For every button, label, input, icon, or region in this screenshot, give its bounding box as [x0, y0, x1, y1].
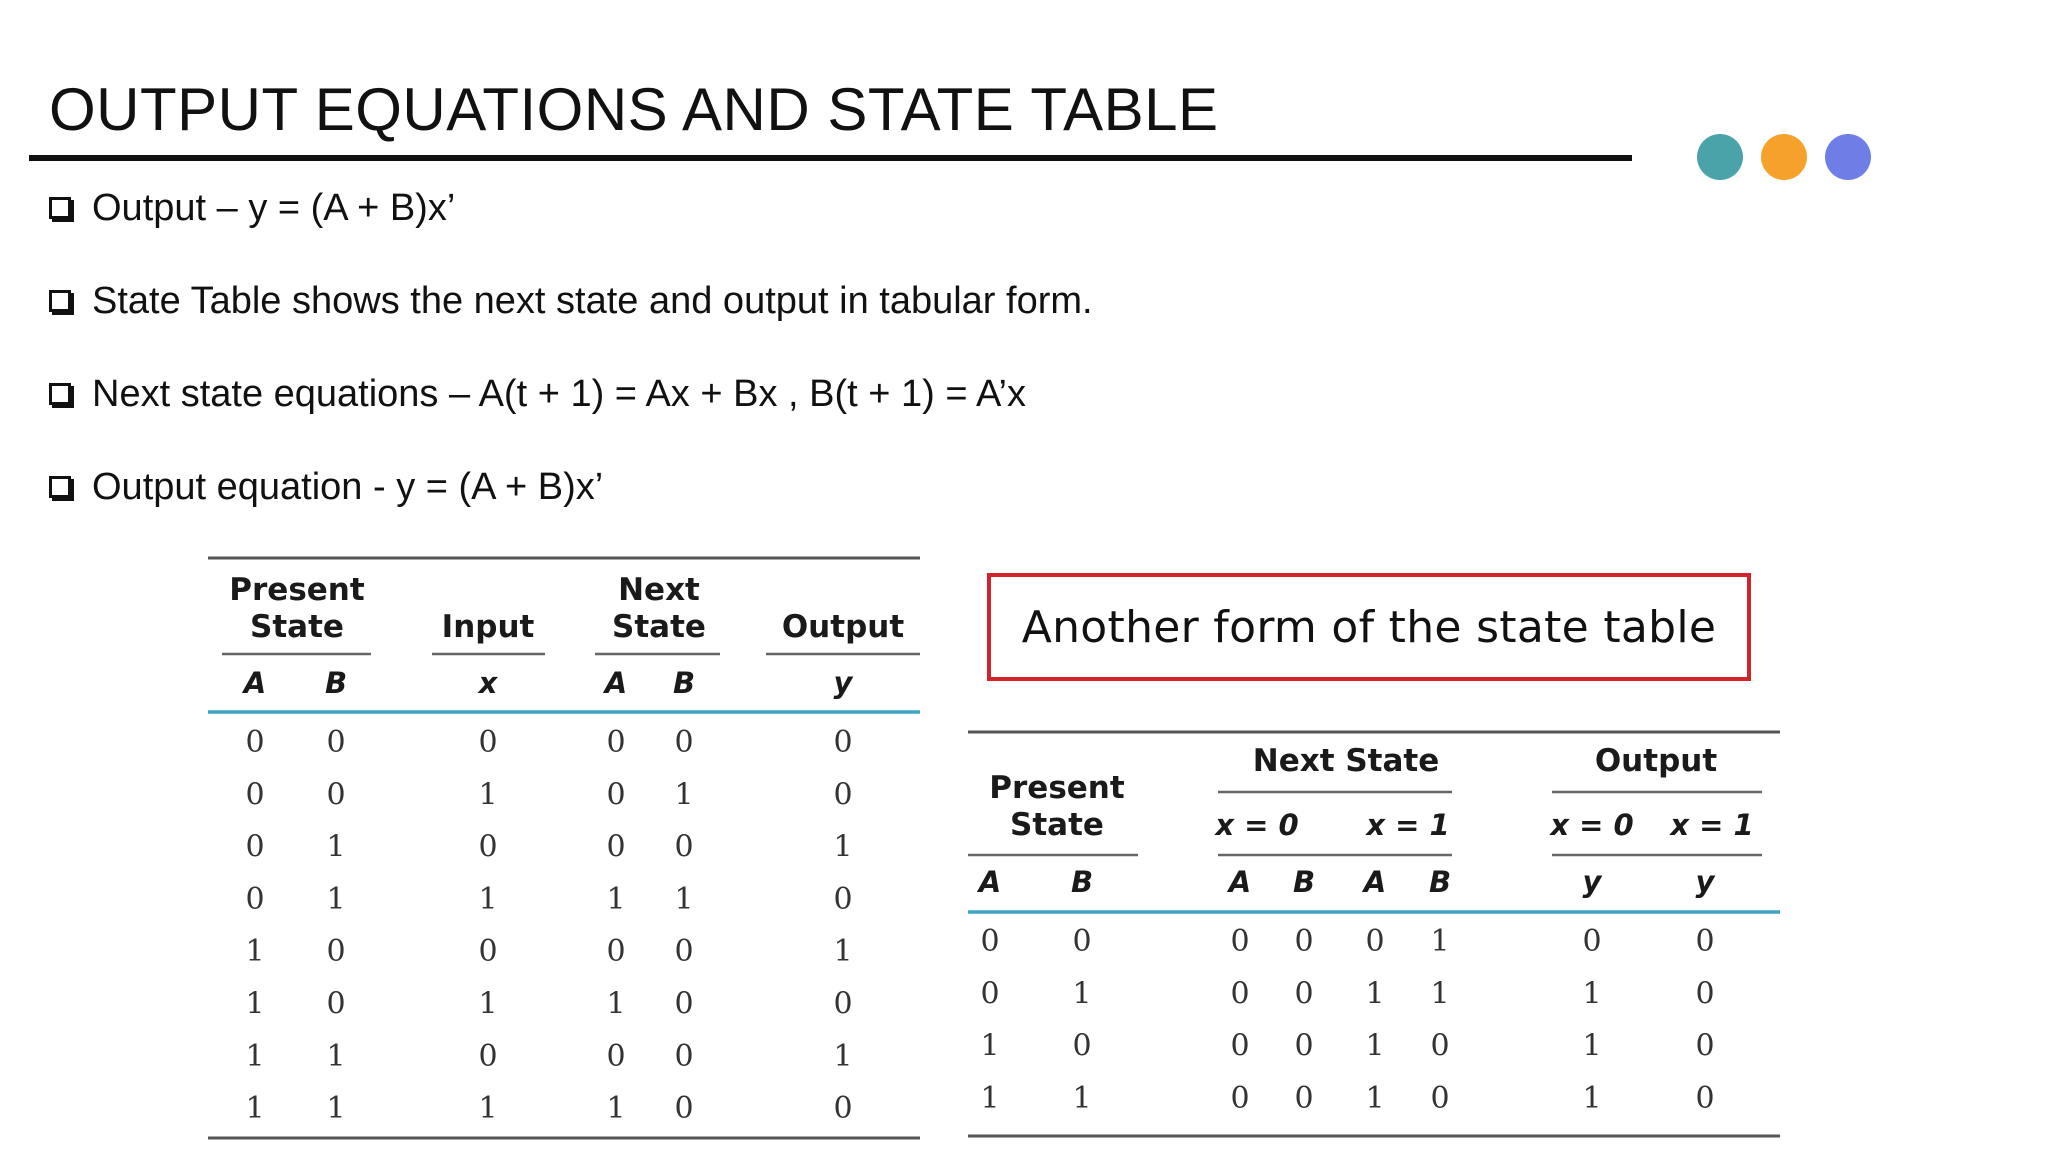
table-cell: 0 [606, 934, 626, 970]
table-cell: 0 [1230, 1028, 1250, 1064]
column-subheader: B [1428, 865, 1452, 899]
column-subheader: y [1582, 865, 1602, 899]
table-cell: 1 [326, 881, 346, 917]
orange-dot [1761, 134, 1807, 180]
table-cell: 0 [1695, 1028, 1715, 1064]
table-cell: 0 [1230, 976, 1250, 1012]
accent-dots [1697, 134, 1871, 180]
column-subheader: B [672, 666, 696, 700]
alt-next-state-header: Next State [1252, 743, 1440, 779]
table-cell: 0 [1430, 1028, 1450, 1064]
bullet-item [49, 277, 1093, 325]
callout-text: Another form of the state table [1021, 601, 1717, 653]
table-cell: 0 [1695, 1080, 1715, 1116]
table-cell: 1 [1582, 1080, 1602, 1116]
bullet-item [49, 184, 455, 232]
checkbox-bullet-icon [49, 383, 71, 405]
table-cell: 1 [245, 934, 265, 970]
table-cell: 1 [1365, 1028, 1385, 1064]
table-cell: 1 [1582, 976, 1602, 1012]
table-cell: 0 [674, 1091, 694, 1127]
column-subheader: A [1363, 865, 1387, 899]
next-state-header: Next [618, 572, 700, 608]
table-cell: 0 [1365, 924, 1385, 959]
table-cell: 0 [245, 881, 265, 917]
table-cell: 0 [606, 725, 626, 760]
table-cell: 0 [1294, 1028, 1314, 1064]
checkbox-bullet-icon [49, 476, 71, 498]
bullet-text: Output equation - y = (A + B)x’ [92, 466, 604, 508]
column-subheader: B [1292, 865, 1316, 899]
table-cell: 0 [1230, 924, 1250, 959]
table-cell: 0 [245, 829, 265, 865]
column-subheader: B [324, 666, 348, 700]
table-cell: 0 [674, 1038, 694, 1074]
table-cell: 1 [1430, 976, 1450, 1012]
table-cell: 0 [606, 1038, 626, 1074]
table-cell: 1 [674, 777, 694, 813]
checkbox-bullet-icon [49, 197, 71, 219]
checkbox-bullet-icon [49, 290, 71, 312]
table-cell: 1 [1072, 1080, 1092, 1116]
table-cell: 1 [833, 1038, 853, 1074]
table-cell: 0 [674, 934, 694, 970]
table-cell: 0 [833, 881, 853, 917]
table-cell: 1 [606, 881, 626, 917]
alt-present-state-header: Present [989, 770, 1125, 806]
table-cell: 0 [326, 934, 346, 970]
table-cell: 0 [1582, 924, 1602, 959]
table-cell: 0 [1294, 976, 1314, 1012]
table-cell: 1 [1582, 1028, 1602, 1064]
purple-dot [1825, 134, 1871, 180]
table-cell: 0 [674, 829, 694, 865]
table-cell: 0 [833, 725, 853, 760]
table-cell: 1 [833, 934, 853, 970]
state-table [200, 550, 930, 1150]
column-subheader: A [243, 666, 267, 700]
table-cell: 0 [1230, 1080, 1250, 1116]
column-subheader: A [604, 666, 628, 700]
alt-out-x0-header: x = 0 [1550, 808, 1634, 842]
table-cell: 1 [980, 1028, 1000, 1064]
alt-present-state-header: State [1010, 807, 1104, 843]
table-cell: 1 [478, 881, 498, 917]
table-cell: 1 [1365, 1080, 1385, 1116]
callout-box [987, 573, 1751, 681]
table-cell: 0 [980, 924, 1000, 959]
table-cell: 0 [1072, 1028, 1092, 1064]
teal-dot [1697, 134, 1743, 180]
bullet-item [49, 463, 603, 511]
alt-output-header: Output [1594, 743, 1718, 779]
present-state-header: State [250, 609, 344, 645]
column-subheader: y [1695, 865, 1715, 899]
table-cell: 1 [833, 829, 853, 865]
table-cell: 1 [1365, 976, 1385, 1012]
column-subheader: B [1070, 865, 1094, 899]
bullet-item [49, 370, 1026, 418]
table-cell: 0 [1695, 976, 1715, 1012]
table-cell: 1 [1072, 976, 1092, 1012]
table-cell: 0 [833, 777, 853, 813]
table-cell: 0 [1695, 924, 1715, 959]
table-cell: 0 [478, 1038, 498, 1074]
column-subheader: A [978, 865, 1002, 899]
output-header: Output [781, 609, 905, 645]
table-cell: 0 [478, 829, 498, 865]
table-cell: 0 [478, 725, 498, 760]
table-cell: 0 [606, 829, 626, 865]
table-cell: 0 [674, 986, 694, 1022]
column-subheader: y [833, 666, 853, 700]
slide-title: OUTPUT EQUATIONS AND STATE TABLE [49, 76, 1219, 143]
table-cell: 0 [326, 986, 346, 1022]
bullet-text: State Table shows the next state and output in tabular form. [92, 280, 1093, 322]
table-cell: 1 [245, 986, 265, 1022]
table-cell: 0 [1294, 1080, 1314, 1116]
column-subheader: x [478, 666, 498, 700]
table-cell: 0 [1430, 1080, 1450, 1116]
table-cell: 0 [1072, 924, 1092, 959]
table-cell: 0 [606, 777, 626, 813]
bullet-text: Output – y = (A + B)x’ [92, 187, 456, 229]
alt-out-x1-header: x = 1 [1670, 808, 1754, 842]
bullet-text: Next state equations – A(t + 1) = Ax + Bx , B(t + 1) = A’x [92, 373, 1026, 415]
input-header: Input [441, 609, 535, 645]
alt-x1-header: x = 1 [1366, 808, 1450, 842]
title-underline [29, 155, 1632, 161]
column-subheader: A [1228, 865, 1252, 899]
table-cell: 1 [606, 986, 626, 1022]
table-cell: 1 [478, 777, 498, 813]
table-cell: 0 [980, 976, 1000, 1012]
table-cell: 1 [245, 1091, 265, 1127]
table-cell: 0 [478, 934, 498, 970]
table-cell: 0 [326, 725, 346, 760]
table-cell: 1 [1430, 924, 1450, 959]
next-state-header: State [612, 609, 706, 645]
table-cell: 0 [326, 777, 346, 813]
table-cell: 0 [1294, 924, 1314, 959]
table-cell: 1 [478, 986, 498, 1022]
table-cell: 0 [833, 1091, 853, 1127]
table-cell: 1 [326, 1038, 346, 1074]
table-cell: 1 [326, 1091, 346, 1127]
table-cell: 1 [674, 881, 694, 917]
table-cell: 1 [980, 1080, 1000, 1116]
alt-state-table [960, 725, 1790, 1145]
table-cell: 0 [833, 986, 853, 1022]
table-cell: 1 [245, 1038, 265, 1074]
present-state-header: Present [229, 572, 365, 608]
table-cell: 1 [478, 1091, 498, 1127]
table-cell: 1 [606, 1091, 626, 1127]
table-cell: 0 [674, 725, 694, 760]
table-cell: 1 [326, 829, 346, 865]
table-cell: 0 [245, 777, 265, 813]
alt-x0-header: x = 0 [1215, 808, 1299, 842]
table-cell: 0 [245, 725, 265, 760]
